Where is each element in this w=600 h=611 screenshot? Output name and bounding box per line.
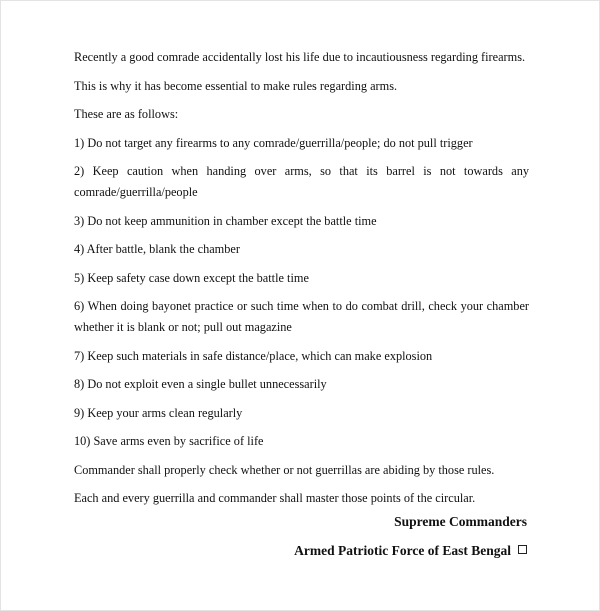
rule-item: 4) After battle, blank the chamber	[74, 242, 240, 256]
closing-paragraph: Each and every guerrilla and commander shall master those points of the circular.	[74, 491, 476, 505]
intro-paragraph: This is why it has become essential to make rules regarding arms.	[74, 78, 398, 93]
rule-item: 7) Keep such materials in safe distance/place, which can make explosion	[74, 348, 433, 363]
rule-item: 3) Do not keep ammunition in chamber except the battle time	[74, 213, 377, 228]
intro-paragraph: Recently a good comrade accidentally lost his life due to incautiousness regarding firearms.	[74, 50, 526, 64]
signature-organization-label: Armed Patriotic Force of East Bengal	[294, 543, 511, 558]
rule-item: 10) Save arms even by sacrifice of life	[74, 434, 264, 448]
intro-paragraph: These are as follows:	[74, 107, 179, 121]
rule-item: 2) Keep caution when handing over arms, so that its barrel is not towards any comrade/guerrilla/people	[74, 164, 529, 199]
signature-title: Supreme Commanders	[394, 514, 527, 529]
closing-paragraph: Commander shall properly check whether or not guerrillas are abiding by those rules.	[74, 462, 495, 477]
rule-item: 9) Keep your arms clean regularly	[74, 405, 243, 420]
rule-item: 6) When doing bayonet practice or such time when to do combat drill, check your chamber whether it is blank or not; pull out magazine	[74, 299, 529, 334]
rule-item: 5) Keep safety case down except the battle time	[74, 270, 309, 285]
signature-organization	[294, 543, 527, 559]
rule-item: 8) Do not exploit even a single bullet unnecessarily	[74, 377, 327, 391]
rule-item: 1) Do not target any firearms to any comrade/guerrilla/people; do not pull trigger	[74, 135, 473, 150]
checkbox-square-icon	[518, 545, 527, 554]
document-body	[74, 47, 529, 517]
